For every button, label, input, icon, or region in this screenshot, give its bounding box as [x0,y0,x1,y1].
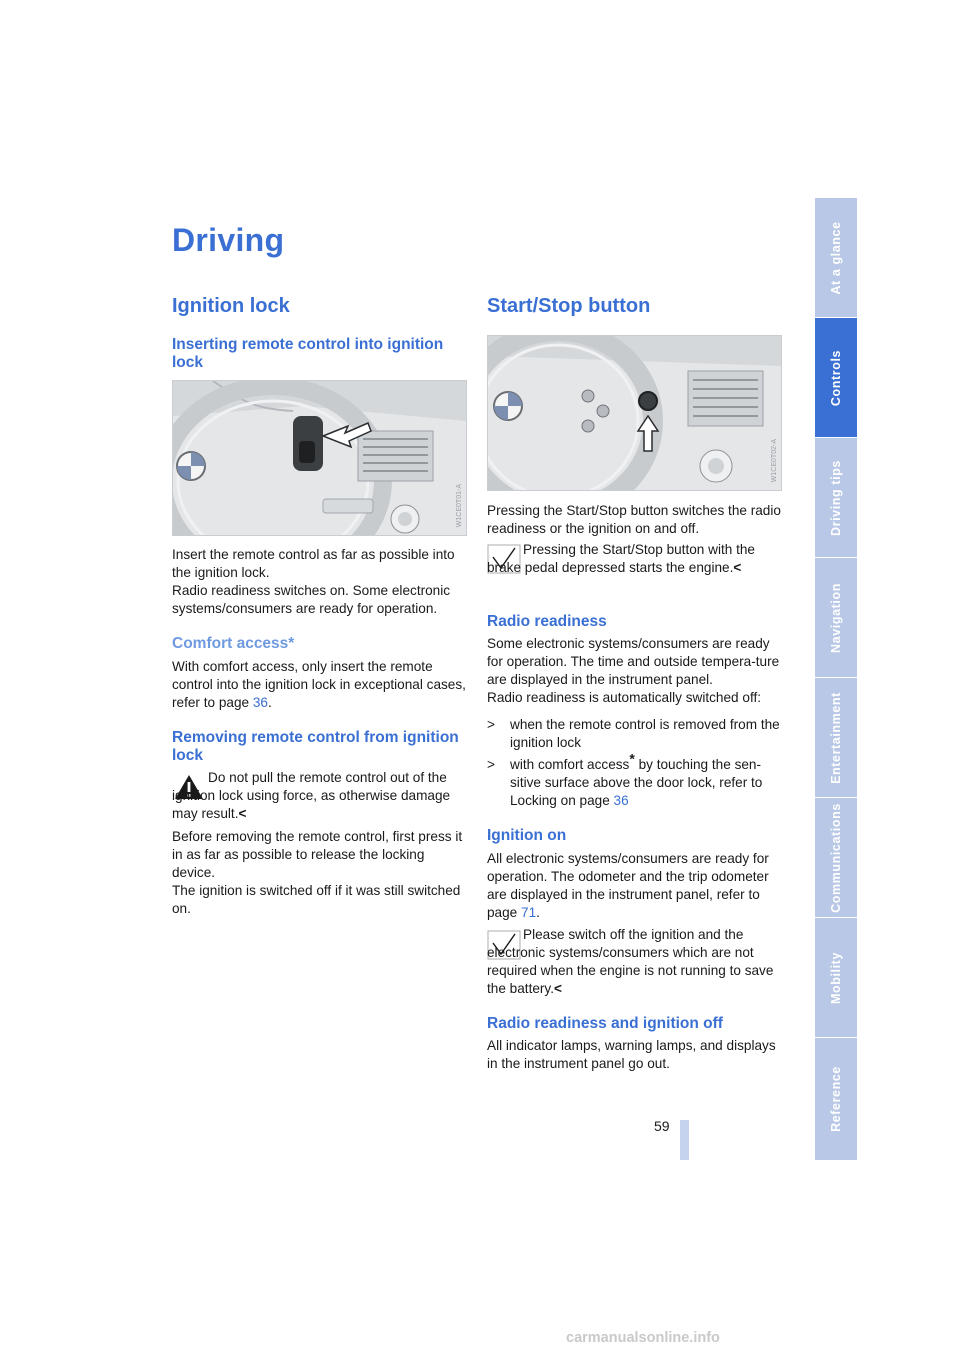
list-item-remote-removed: when the remote control is removed from the ignition lock [510,717,780,750]
paragraph-radio-switches-on: Radio readiness switches on. Some electronic systems/consumers are ready for operation. [172,583,451,616]
paragraph-comfort-access: With comfort access, only insert the remote control into the ignition lock in exceptional cases, refer to page 36. [172,659,466,710]
sidebar-tab-driving-tips[interactable]: Driving tips [815,438,857,558]
bullet-marker: > [487,757,495,772]
paragraph-start-stop-intro: Pressing the Start/Stop button switches the radio readiness or the ignition on and off. [487,503,781,536]
subheading-inserting-remote: Inserting remote control into ignition lock [172,336,444,371]
figure-code: W1CE0T02-A [771,438,778,482]
list-item-comfort-access: with comfort access* by touching the sen-sitive surface above the door lock, refer to Locking on page 36 [510,750,763,808]
warning-paragraph: Do not pull the remote control out of the ignition lock using force, as otherwise damage may result.< [172,770,451,821]
paragraph-ignition-on: All electronic systems/consumers are ready for operation. The odometer and the trip odometer are displayed in the instrument panel, refer to page 71. [487,851,769,920]
sidebar-tab-at-a-glance[interactable]: At a glance [815,198,857,318]
section-title-ignition-lock: Ignition lock [172,295,290,317]
paragraph-ignition-switched-off: The ignition is switched off if it was still switched on. [172,883,461,916]
paragraph-lamps-go-out: All indicator lamps, warning lamps, and displays in the instrument panel go out. [487,1038,776,1071]
sidebar-tab-navigation[interactable]: Navigation [815,558,857,678]
bullet-marker: > [487,717,495,732]
page-link-36[interactable]: 36 [613,793,629,808]
page-number-bar [680,1120,689,1160]
page-link-36[interactable]: 36 [252,695,268,710]
page-number: 59 [654,1118,670,1134]
sidebar-tab-controls[interactable]: Controls [815,318,857,438]
paragraph-insert: Insert the remote control as far as possible into the ignition lock. [172,547,455,580]
figure-code: W1CE0T01-A [456,483,463,527]
sidebar-tab-communications[interactable]: Communications [815,798,857,918]
sidebar-tab-mobility[interactable]: Mobility [815,918,857,1038]
page-title: Driving [172,222,285,258]
sidebar-tab-reference[interactable]: Reference [815,1038,857,1161]
note-save-battery: Please switch off the ignition and the electronic systems/consumers which are not required when the engine is not running to save the battery.< [487,927,774,996]
subheading-comfort-access: Comfort access* [172,635,295,652]
note-brake-pedal: Pressing the Start/Stop button with the brake pedal depressed starts the engine.< [487,542,755,575]
paragraph-radio-readiness: Some electronic systems/consumers are ready for operation. The time and outside tempera-ture are displayed in the instrument panel. [487,636,780,687]
page-link-71[interactable]: 71 [521,905,537,920]
paragraph-before-removing: Before removing the remote control, first press it in as far as possible to release the locking device. [172,829,463,880]
subheading-ignition-on: Ignition on [487,827,567,844]
watermark: carmanualsonline.info [566,1330,720,1346]
section-title-start-stop: Start/Stop button [487,295,651,317]
sidebar-tab-entertainment[interactable]: Entertainment [815,678,857,798]
subheading-removing-remote: Removing remote control from ignition lock [172,729,459,764]
chapter-sidebar [815,198,857,1160]
paragraph-radio-off-conditions: Radio readiness is automatically switched off: [487,690,762,705]
subheading-radio-ignition-off: Radio readiness and ignition off [487,1015,723,1032]
figure-start-stop-button [487,335,782,491]
subheading-radio-readiness: Radio readiness [487,613,607,630]
figure-ignition-lock [172,380,467,536]
